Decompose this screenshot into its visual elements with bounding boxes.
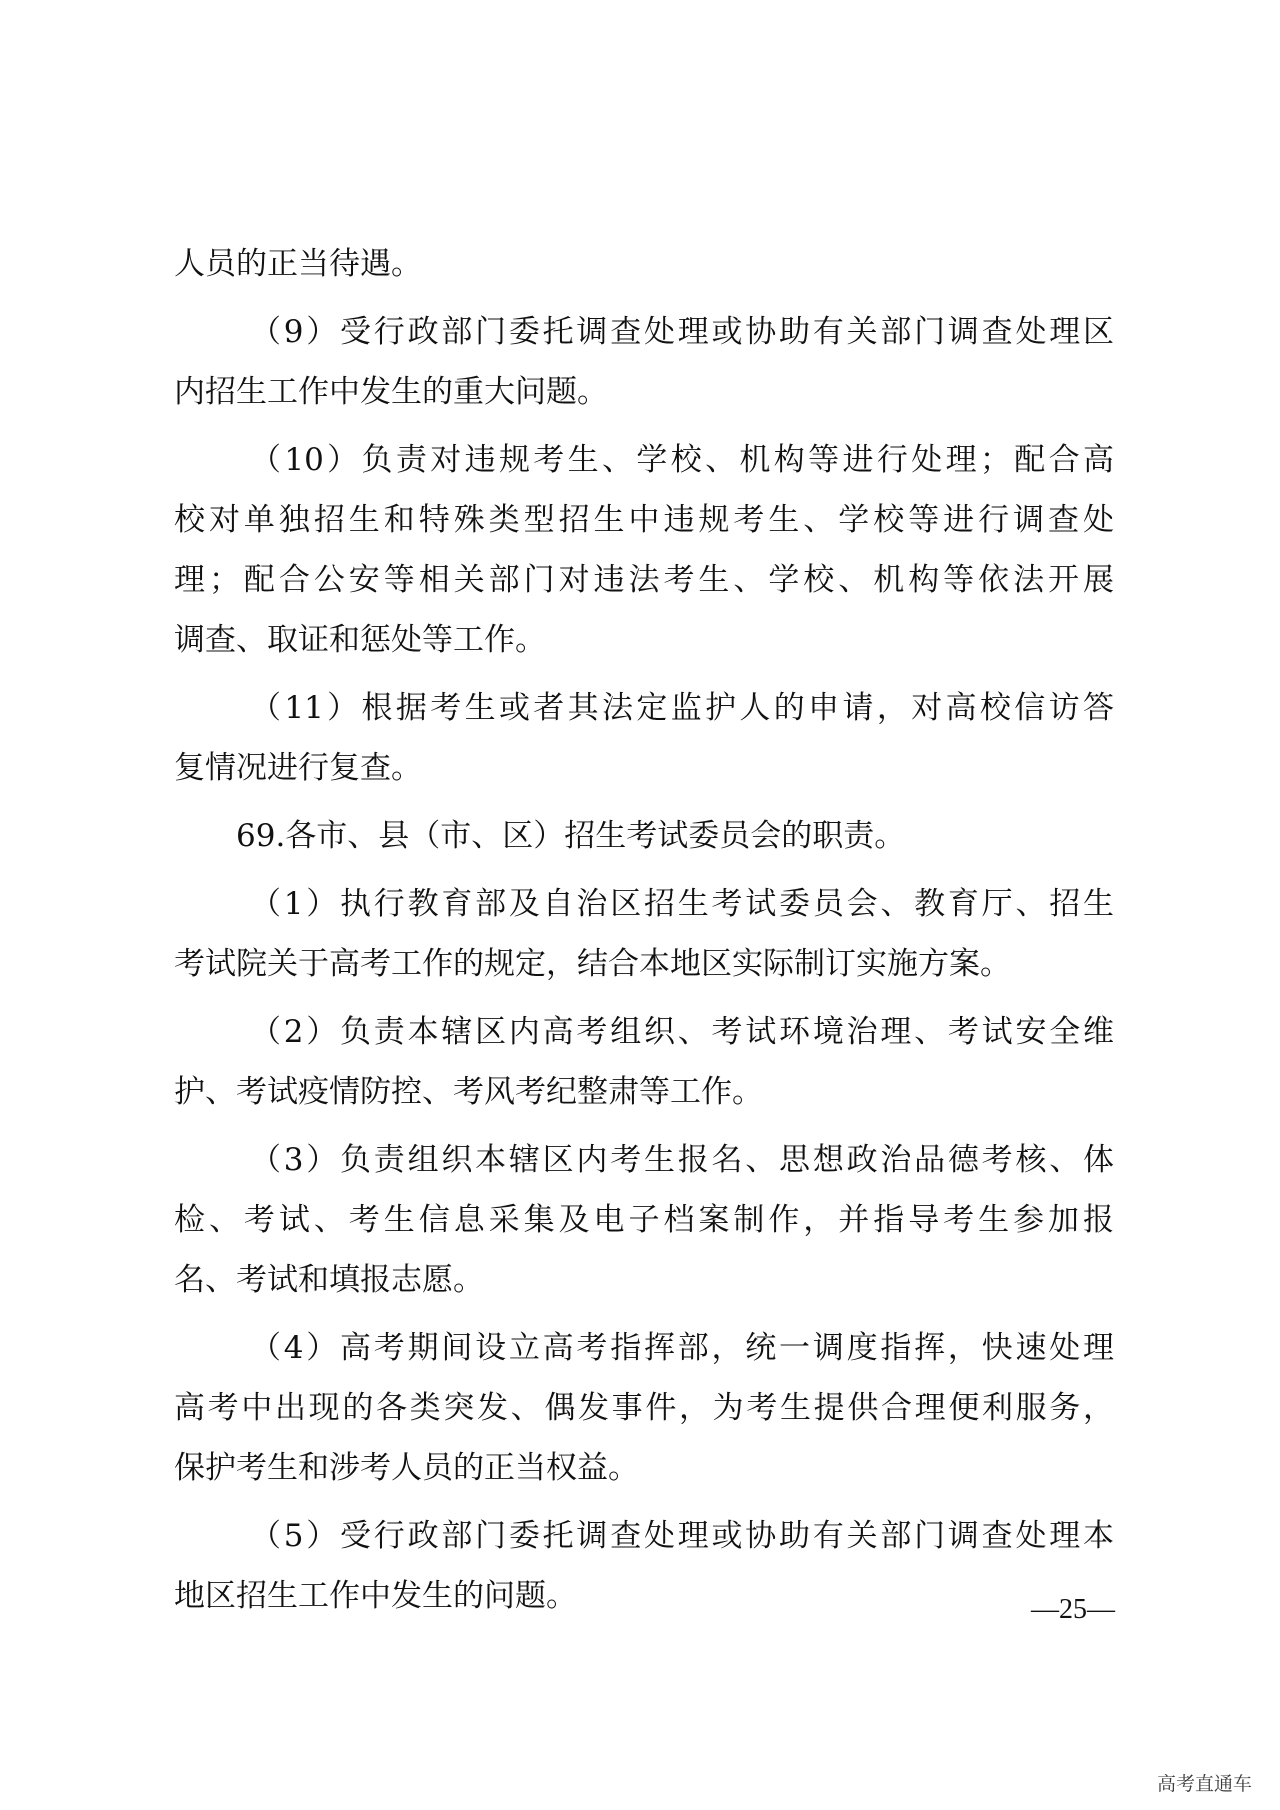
text-line: （9）受行政部门委托调查处理或协助有关部门调查处理区 [250, 314, 1114, 350]
text-line: 调查、取证和惩处等工作。 [174, 622, 546, 658]
text-line: 人员的正当待遇。 [174, 246, 422, 282]
text-line: 检、考试、考生信息采集及电子档案制作，并指导考生参加报 [174, 1202, 1114, 1238]
text-line: （2）负责本辖区内高考组织、考试环境治理、考试安全维 [250, 1014, 1114, 1050]
document-body [174, 234, 1114, 1626]
text-line: 地区招生工作中发生的问题。 [174, 1578, 577, 1614]
text-line: 保护考生和涉考人员的正当权益。 [174, 1450, 639, 1486]
watermark-text: 高考直通车 [1156, 1773, 1252, 1795]
text-line: 名、考试和填报志愿。 [174, 1262, 484, 1298]
text-line: 内招生工作中发生的重大问题。 [174, 374, 608, 410]
text-line: （10）负责对违规考生、学校、机构等进行处理；配合高 [250, 442, 1114, 478]
text-line: 高考中出现的各类突发、偶发事件，为考生提供合理便利服务， [174, 1390, 1114, 1426]
text-line: 护、考试疫情防控、考风考纪整肃等工作。 [174, 1074, 763, 1110]
text-line: （1）执行教育部及自治区招生考试委员会、教育厅、招生 [250, 886, 1114, 922]
section-heading: 69.各市、县（市、区）招生考试委员会的职责。 [236, 818, 906, 854]
text-line: 考试院关于高考工作的规定，结合本地区实际制订实施方案。 [174, 946, 1011, 982]
text-line: （3）负责组织本辖区内考生报名、思想政治品德考核、体 [250, 1142, 1114, 1178]
text-line: （11）根据考生或者其法定监护人的申请，对高校信访答 [250, 690, 1114, 726]
text-line: （5）受行政部门委托调查处理或协助有关部门调查处理本 [250, 1518, 1114, 1554]
page-number: —25— [1031, 1594, 1115, 1625]
text-line: （4）高考期间设立高考指挥部，统一调度指挥，快速处理 [250, 1330, 1114, 1366]
text-line: 校对单独招生和特殊类型招生中违规考生、学校等进行调查处 [174, 502, 1114, 538]
text-line: 复情况进行复查。 [174, 750, 422, 786]
text-line: 理；配合公安等相关部门对违法考生、学校、机构等依法开展 [174, 562, 1114, 598]
